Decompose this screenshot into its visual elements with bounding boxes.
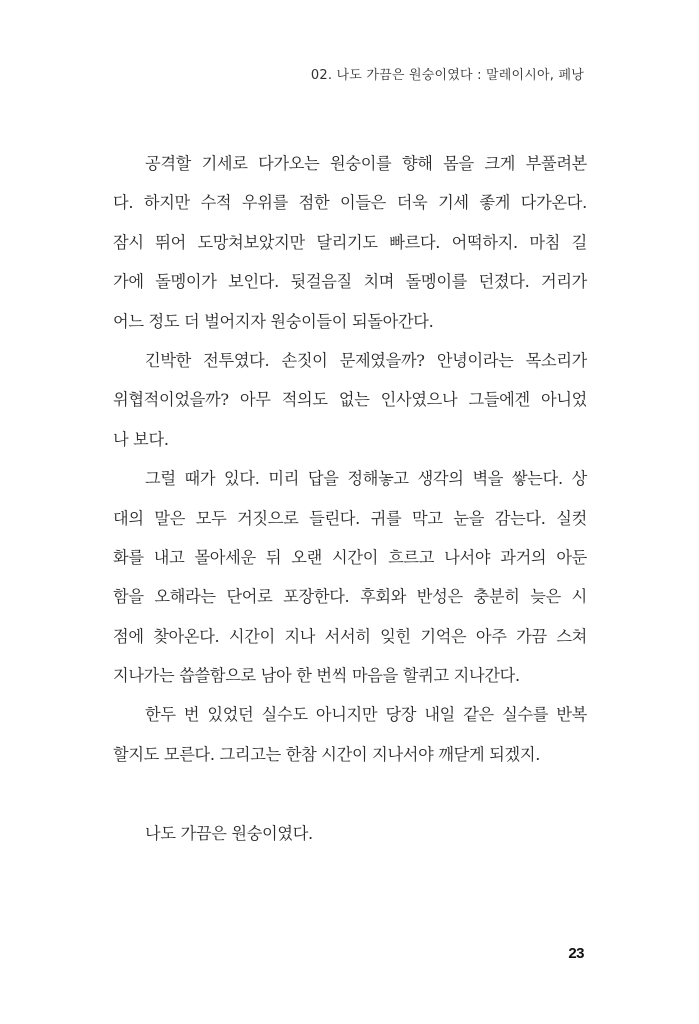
text-line: 공격할 기세로 다가오는 원숭이를 향해 몸을 크게 부풀려본 [145,154,587,173]
text-line: 잠시 뛰어 도망쳐보았지만 달리기도 빠르다. 어떡하지. 마침 길 [113,232,587,252]
running-header: 02. 나도 가끔은 원숭이였다 : 말레이시아, 페낭 [310,68,584,83]
text-line: 나 보다. [113,429,169,449]
text-line: 점에 찾아온다. 시간이 지나 서서히 잊힌 기억은 아주 가끔 스쳐 [113,626,587,646]
paragraph-4 [113,695,587,774]
page-number: 23 [568,945,584,962]
paragraph-spacer [113,774,587,813]
text-line: 함을 오해라는 단어로 포장한다. 후회와 반성은 충분히 늦은 시 [113,587,587,607]
text-line: 다. 하지만 수적 우위를 점한 이들은 더욱 기세 좋게 다가온다. [113,193,587,213]
paragraph-3 [113,459,587,695]
body-text [113,144,587,853]
text-line: 긴박한 전투였다. 손짓이 문제였을까? 안녕이라는 목소리가 [145,350,587,370]
text-line: 그럴 때가 있다. 미리 답을 정해놓고 생각의 벽을 쌓는다. 상 [145,469,587,489]
text-line: 가에 돌멩이가 보인다. 뒷걸음질 치며 돌멩이를 던졌다. 거리가 [113,272,587,292]
text-line: 화를 내고 몰아세운 뒤 오랜 시간이 흐르고 나서야 과거의 아둔 [113,547,587,567]
paragraph-2 [113,341,587,459]
text-line: 나도 가끔은 원숭이였다. [145,823,313,843]
text-line: 위협적이었을까? 아무 적의도 없는 인사였으나 그들에겐 아니었 [113,390,587,410]
text-line: 대의 말은 모두 거짓으로 들린다. 귀를 막고 눈을 감는다. 실컷 [113,508,587,528]
text-line: 지나가는 씁쓸함으로 남아 한 번씩 마음을 할퀴고 지나간다. [113,666,520,686]
paragraph-1 [113,144,587,341]
text-line: 한두 번 있었던 실수도 아니지만 당장 내일 같은 실수를 반복 [145,705,587,725]
text-line: 할지도 모른다. 그리고는 한참 시간이 지나서야 깨닫게 되겠지. [113,744,541,764]
text-line: 어느 정도 더 벌어지자 원숭이들이 되돌아간다. [113,311,434,331]
paragraph-5 [113,814,587,853]
